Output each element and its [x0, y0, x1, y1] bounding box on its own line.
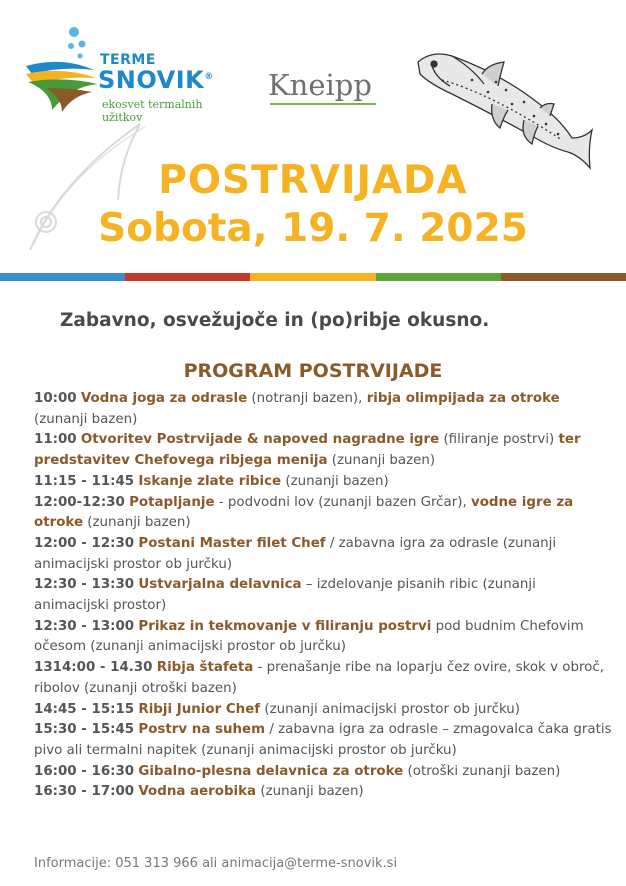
program-time: 15:30 - 15:45	[34, 722, 135, 738]
program-item	[34, 493, 614, 534]
program-item	[34, 575, 614, 616]
program-list	[34, 389, 614, 803]
program-time: 11:00	[34, 432, 77, 448]
program-location: / zabavna igra za odrasle – zmagovalca čaka gratis pivo ali termalni napitek (zunanji animacijski prostor ob jurčku)	[34, 722, 612, 758]
program-time: 11:15 - 11:45	[34, 473, 135, 489]
program-location: (zunanji bazen)	[256, 784, 364, 800]
program-location: pod budnim Chefovim očesom (zunanji animacijski prostor ob jurčku)	[34, 618, 584, 655]
program-time: 12:30 - 13:00	[34, 618, 135, 634]
program-time: 1314:00 - 14.30	[34, 660, 153, 676]
kneipp-logo: Kneipp	[268, 68, 372, 102]
program-time: 16:00 - 16:30	[34, 763, 135, 779]
logo-tagline: ekosvet termalnih užitkov	[102, 98, 203, 124]
program-title: PROGRAM POSTRVIJADE	[183, 360, 443, 382]
program-location: (otroški zunanji bazen)	[403, 763, 561, 779]
program-item	[34, 430, 614, 471]
logo-swoosh-icon	[22, 26, 102, 116]
program-item	[34, 472, 614, 493]
program-activity: Gibalno-plesna delavnica za otroke	[138, 763, 404, 779]
terme-snovik-logo	[22, 26, 242, 124]
program-time: 10:00	[34, 391, 77, 406]
program-activity: Iskanje zlate ribice	[138, 473, 282, 489]
kneipp-underline	[270, 103, 376, 105]
program-activity: Postrv na suhem	[138, 722, 266, 738]
program-time: 12:00 - 12:30	[34, 535, 135, 551]
event-date: Sobota, 19. 7. 2025	[98, 206, 528, 251]
program-activity: vodne igre za otroke	[34, 494, 574, 531]
color-stripe	[0, 273, 626, 281]
program-time: 12:00-12:30	[34, 494, 125, 510]
program-location: - podvodni lov (zunanji bazen Grčar),	[214, 494, 471, 510]
program-activity: ter predstavitev Chefovega ribjega menija	[34, 432, 581, 469]
stripe-segment	[376, 273, 501, 281]
program-location: - prenašanje ribe na loparju čez ovire, skok v obroč, ribolov (zunanji otroški bazen)	[34, 660, 604, 696]
program-activity: Ustvarjalna delavnica	[138, 577, 302, 593]
program-location: / zabavna igra za odrasle (zunanji animacijski prostor ob jurčku)	[34, 535, 557, 572]
program-item	[34, 762, 614, 783]
program-activity: Potapljanje	[129, 494, 215, 510]
program-location: – izdelovanje pisanih ribic (zunanji animacijski prostor)	[34, 577, 536, 614]
program-time: 12:30 - 13:30	[34, 577, 135, 593]
program-item	[34, 534, 614, 575]
program-location: (notranji bazen),	[247, 391, 367, 406]
program-item	[34, 720, 614, 761]
contact-info: Informacije: 051 313 966 ali animacija@terme-snovik.si	[34, 856, 398, 871]
program-location: (filiranje postrvi)	[439, 432, 559, 448]
program-location: (zunanji bazen)	[281, 473, 389, 489]
program-activity: Prikaz in tekmovanje v filiranju postrvi	[138, 618, 432, 634]
program-location: (zunanji animacijski prostor ob jurčku)	[260, 701, 521, 717]
tagline: Zabavno, osvežujoče in (po)ribje okusno.	[60, 310, 490, 331]
program-item	[34, 617, 614, 658]
program-location: (zunanji bazen)	[83, 515, 191, 531]
program-activity: Ribji Junior Chef	[138, 701, 261, 717]
program-activity: Ribja štafeta	[156, 660, 254, 676]
program-item	[34, 700, 614, 721]
stripe-segment	[0, 273, 125, 281]
event-title: POSTRVIJADA	[158, 158, 468, 203]
stripe-segment	[501, 273, 626, 281]
program-item	[34, 782, 614, 803]
program-item	[34, 658, 614, 699]
program-activity: ribja olimpijada za otroke	[366, 391, 560, 406]
stripe-segment	[250, 273, 375, 281]
stripe-segment	[125, 273, 250, 281]
program-activity: Vodna joga za odrasle	[80, 391, 248, 406]
program-activity: Vodna aerobika	[138, 784, 257, 800]
program-time: 16:30 - 17:00	[34, 784, 135, 800]
program-activity: Otvoritev Postrvijade & napoved nagradne igre	[80, 432, 440, 448]
program-time: 14:45 - 15:15	[34, 701, 135, 717]
logo-snovik-text: SNOVIK®	[98, 66, 214, 94]
program-activity: Postani Master filet Chef	[138, 535, 326, 551]
program-location: (zunanji bazen)	[327, 453, 436, 469]
logo-terme-text: TERME	[100, 52, 156, 68]
program-location: (zunanji bazen)	[34, 411, 138, 427]
program-item	[34, 389, 614, 430]
